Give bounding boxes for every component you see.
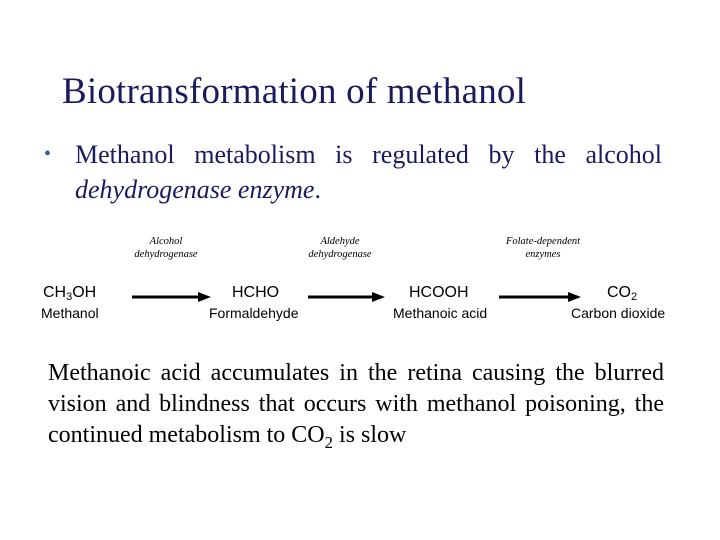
formula-sub: 2 xyxy=(631,291,638,303)
enzyme-line2: enzymes xyxy=(525,249,561,260)
formula-sub: 3 xyxy=(66,291,73,303)
bullet-icon: • xyxy=(44,143,52,165)
body-paragraph xyxy=(48,358,664,458)
enzyme-line1: Folate-dependent xyxy=(505,236,581,247)
formula-end: OH xyxy=(72,284,97,301)
body-text-sub: 2 xyxy=(324,432,334,452)
enzyme-line2: dehydrogenase xyxy=(134,249,198,260)
enzyme-line2: dehydrogenase xyxy=(308,249,372,260)
bullet-text xyxy=(75,137,662,207)
body-text-end: is slow xyxy=(333,422,407,448)
bullet-text-end: . xyxy=(314,175,321,204)
compound-formula-methanoic-acid xyxy=(409,284,469,302)
body-text-main: Methanoic acid accumulates in the retina causing the blurred vision and blindness that occurs with methanol poisoning, the continued metabolism to CO xyxy=(48,360,664,448)
formula-main: HCHO xyxy=(232,284,280,301)
compound-formula-formaldehyde xyxy=(232,284,279,302)
formula-main: CO xyxy=(607,284,631,301)
enzyme-label-alcohol-dehydrogenase xyxy=(118,235,214,261)
compound-formula-carbon-dioxide xyxy=(607,284,637,306)
compound-formula-methanol xyxy=(43,284,96,306)
bullet-text-italic: dehydrogenase enzyme xyxy=(75,175,315,204)
enzyme-line1: Aldehyde xyxy=(320,236,360,247)
compound-name-carbon-dioxide: Carbon dioxide xyxy=(571,305,666,321)
enzyme-label-folate-dependent xyxy=(488,235,598,261)
arrow-formaldehyde-to-methanoic-acid xyxy=(308,292,385,302)
bullet-point xyxy=(44,137,662,207)
compound-name-methanoic-acid: Methanoic acid xyxy=(393,305,488,321)
compound-name-methanol: Methanol xyxy=(41,305,99,321)
arrow-methanol-to-formaldehyde xyxy=(132,292,211,302)
slide-title: Biotransformation of methanol xyxy=(62,71,527,112)
enzyme-label-aldehyde-dehydrogenase xyxy=(292,235,388,261)
formula-main: HCOOH xyxy=(409,284,469,301)
enzyme-line1: Alcohol xyxy=(149,236,183,247)
arrow-methanoic-acid-to-carbon-dioxide xyxy=(499,292,581,302)
formula-main: CH xyxy=(43,284,67,301)
bullet-text-main: Methanol metabolism is regulated by the alcohol xyxy=(75,140,662,169)
compound-name-formaldehyde: Formaldehyde xyxy=(209,305,299,321)
